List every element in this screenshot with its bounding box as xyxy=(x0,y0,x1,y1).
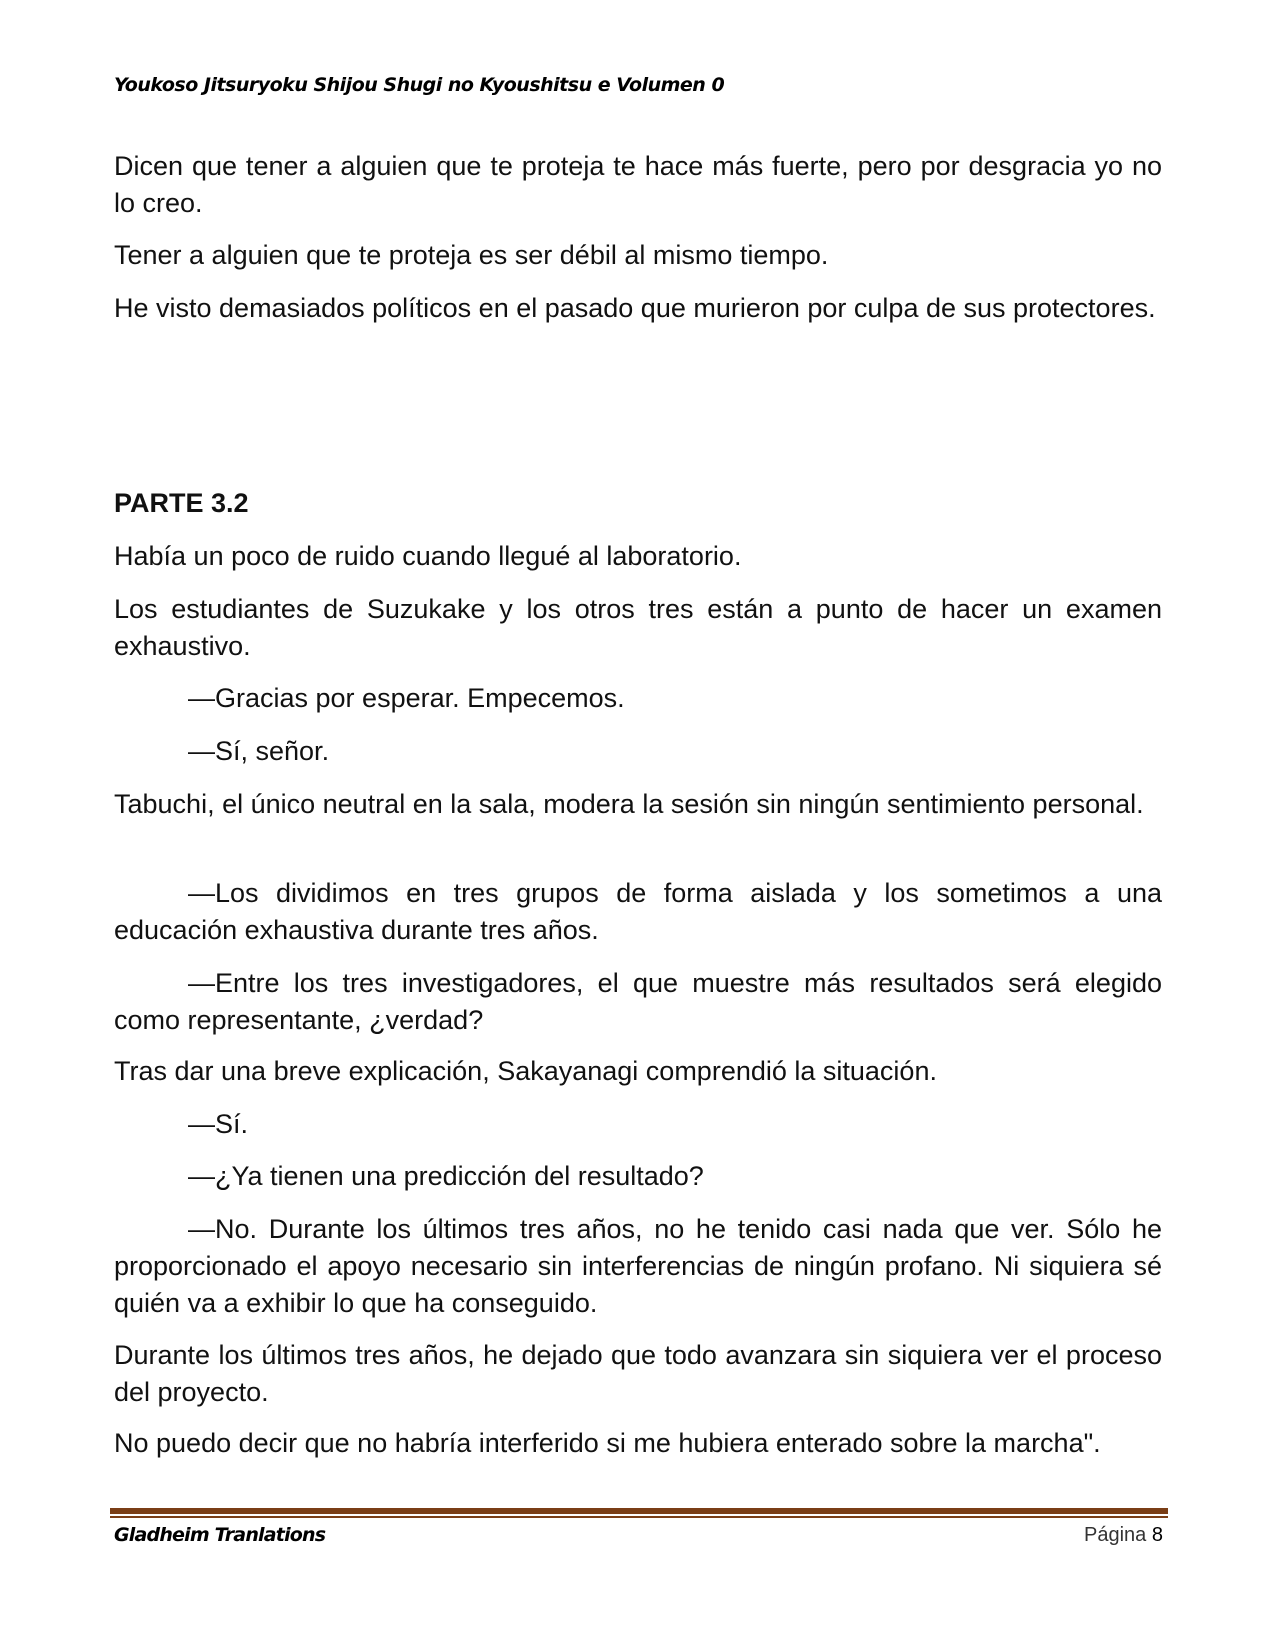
paragraph: Tabuchi, el único neutral en la sala, modera la sesión sin ningún sentimiento personal. xyxy=(114,789,1144,819)
page-label: Página xyxy=(1084,1524,1147,1546)
paragraph: No puedo decir que no habría interferido si me hubiera enterado sobre la marcha". xyxy=(114,1428,1101,1458)
paragraph: Tras dar una breve explicación, Sakayanagi comprendió la situación. xyxy=(114,1056,937,1086)
dialogue-line: —Gracias por esperar. Empecemos. xyxy=(188,683,625,713)
page-number xyxy=(1084,1524,1163,1547)
dialogue-line: —No. Durante los últimos tres años, no he tenido casi nada que ver. Sólo he proporcionado el apoyo necesario sin interferencias de ningún profano. Ni siquiera sé quién va a exhibir lo que ha conseguido. xyxy=(114,1214,1162,1318)
dialogue-line: —Sí, señor. xyxy=(188,736,330,766)
footer-rule xyxy=(110,1508,1168,1514)
paragraph: Los estudiantes de Suzukake y los otros tres están a punto de hacer un examen exhaustivo. xyxy=(114,594,1162,661)
page-number-value: 8 xyxy=(1151,1524,1163,1546)
paragraph: Había un poco de ruido cuando llegué al laboratorio. xyxy=(114,541,742,571)
dialogue-line: —Entre los tres investigadores, el que muestre más resultados será elegido como representante, ¿verdad? xyxy=(114,968,1162,1035)
section-heading: PARTE 3.2 xyxy=(114,488,249,518)
dialogue-line: —Sí. xyxy=(188,1109,249,1139)
running-header: Youkoso Jitsuryoku Shijou Shugi no Kyoushitsu e Volumen 0 xyxy=(114,74,725,96)
paragraph: Tener a alguien que te proteja es ser débil al mismo tiempo. xyxy=(114,240,829,270)
dialogue-line: —Los dividimos en tres grupos de forma aislada y los sometimos a una educación exhaustiva durante tres años. xyxy=(114,878,1162,945)
paragraph: Durante los últimos tres años, he dejado que todo avanzara sin siquiera ver el proceso del proyecto. xyxy=(114,1340,1162,1407)
footer-credit: Gladheim Tranlations xyxy=(114,1524,326,1546)
footer-rule-thin xyxy=(110,1516,1168,1518)
paragraph: He visto demasiados políticos en el pasado que murieron por culpa de sus protectores. xyxy=(114,293,1156,323)
paragraph: Dicen que tener a alguien que te proteja te hace más fuerte, pero por desgracia yo no lo creo. xyxy=(114,151,1162,218)
dialogue-line: —¿Ya tienen una predicción del resultado? xyxy=(188,1161,704,1191)
